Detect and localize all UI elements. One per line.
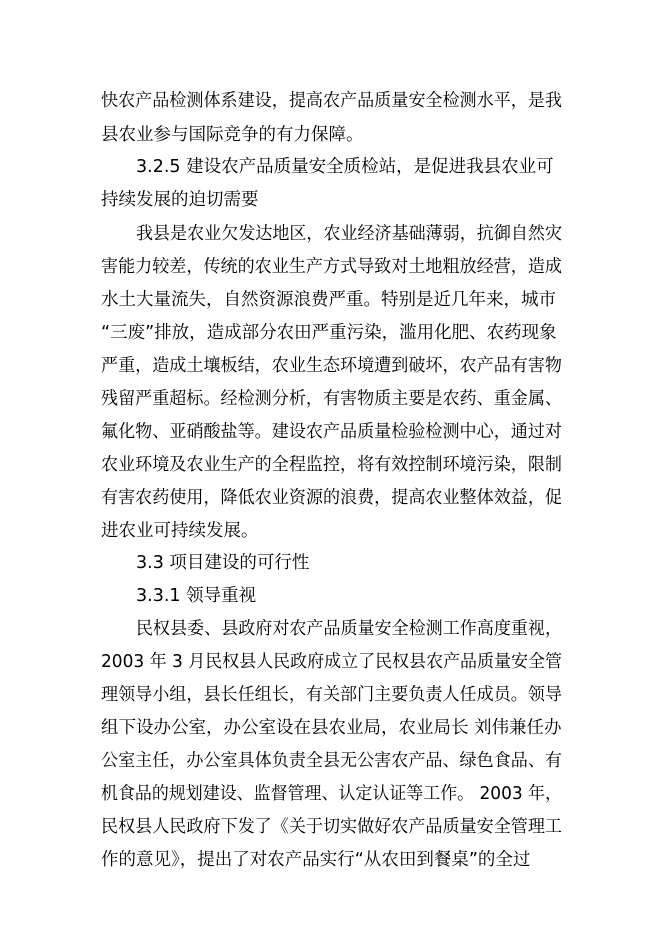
text-line [0,285,662,315]
line-text: 持续发展的迫切需要 [101,190,259,210]
line-text: 公室主任，办公室具体负责全县无公害农产品、绿色食品、有 [101,751,562,771]
line-text: 民权县人民政府下发了《关于切实做好农产品质量安全管理工 [101,817,562,837]
text-line [0,318,662,348]
text-line [0,516,662,546]
text-line [0,252,662,282]
text-line [0,647,662,677]
text-line [0,680,662,710]
section-heading [0,185,662,215]
text-line [0,219,662,249]
section-heading [0,152,662,182]
line-text: 作的意见》，提出了对农产品实行“从农田到餐桌”的全过 [101,850,531,870]
line-text: 民权县委、县政府对农产品质量安全检测工作高度重视， [136,619,562,639]
text-line [0,450,662,480]
line-text: 残留严重超标。经检测分析，有害物质主要是农药、重金属、 [101,389,562,409]
text-line [0,384,662,414]
text-line [0,614,662,644]
line-text: 2003 年 3 月民权县人民政府成立了民权县农产品质量安全管 [101,652,562,672]
line-text: 农业环境及农业生产的全程监控，将有效控制环境污染，限制 [101,455,562,475]
text-line [0,417,662,447]
line-text: 我县是农业欠发达地区，农业经济基础薄弱，抗御自然灾 [136,224,562,244]
line-text: 3.3.1 领导重视 [136,586,257,606]
line-text: 严重，造成土壤板结，农业生态环境遭到破坏，农产品有害物 [101,356,562,376]
line-text: 机食品的规划建设、监督管理、认定认证等工作。 2003 年， [101,784,562,804]
section-heading [0,581,662,611]
text-line [0,713,662,743]
text-line [0,86,662,116]
line-text: 快农产品检测体系建设，提高农产品质量安全检测水平，是我 [101,91,562,111]
text-line [0,845,662,875]
line-text: “三废”排放，造成部分农田严重污染，滥用化肥、农药现象 [101,323,557,343]
section-heading [0,548,662,578]
line-text: 3.2.5 建设农产品质量安全质检站，是促进我县农业可 [136,157,554,177]
text-line [0,351,662,381]
text-line [0,483,662,513]
text-line [0,779,662,809]
line-text: 3.3 项目建设的可行性 [136,553,310,573]
line-text: 水土大量流失，自然资源浪费严重。特别是近几年来，城市 [101,290,556,310]
text-line [0,746,662,776]
line-text: 理领导小组，县长任组长，有关部门主要负责人任成员。领导 [101,685,562,705]
line-text: 害能力较差，传统的农业生产方式导致对土地粗放经营，造成 [101,257,562,277]
line-text: 氟化物、亚硝酸盐等。建设农产品质量检验检测中心，通过对 [101,422,562,442]
line-text: 组下设办公室，办公室设在县农业局，农业局长 刘伟兼任办 [101,718,562,738]
line-text: 进农业可持续发展。 [101,521,259,541]
text-line [0,120,662,150]
text-line [0,812,662,842]
line-text: 有害农药使用，降低农业资源的浪费，提高农业整体效益，促 [101,488,562,508]
line-text: 县农业参与国际竞争的有力保障。 [101,125,364,145]
